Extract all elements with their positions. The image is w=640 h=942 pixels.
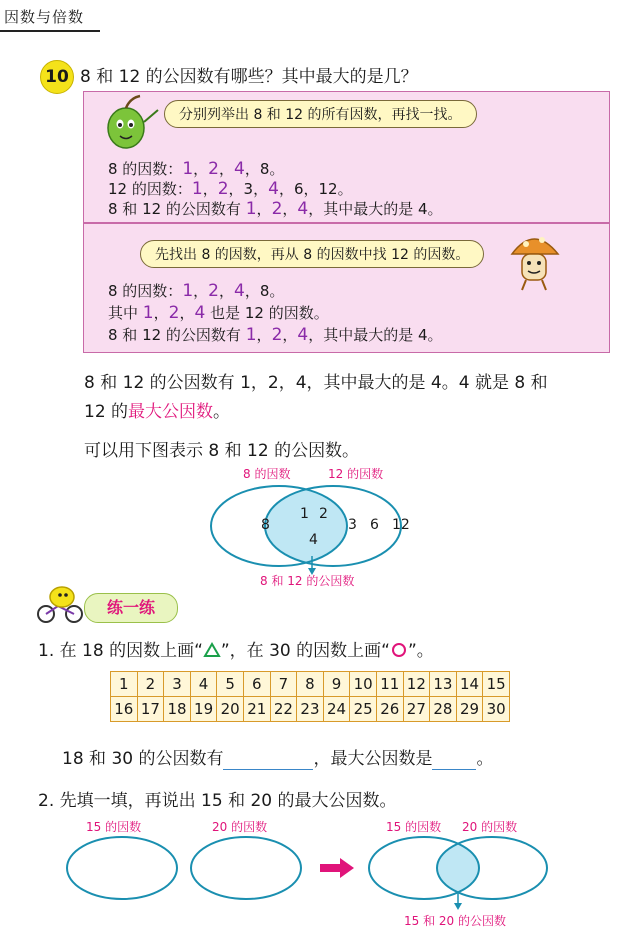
venn2-label-d: 20 的因数: [462, 820, 518, 834]
practice-title: 练一练: [84, 593, 178, 623]
mushroom-character-icon: [508, 228, 560, 292]
grid-cell[interactable]: 25: [350, 697, 377, 722]
grid-cell[interactable]: 24: [323, 697, 350, 722]
number-grid: [110, 671, 510, 722]
grid-cell[interactable]: 12: [403, 672, 430, 697]
grid-cell[interactable]: 17: [137, 697, 164, 722]
circle-icon: [390, 642, 408, 657]
practice-q1-fill: 18 和 30 的公因数有 ，最大公因数是 。: [62, 749, 494, 769]
conclusion-line-2: 12 的最大公因数。: [84, 402, 231, 422]
grid-cell[interactable]: 7: [270, 672, 297, 697]
common-factors-blank[interactable]: [223, 749, 313, 770]
grid-cell[interactable]: 20: [217, 697, 244, 722]
section-header: 因数与倍数: [4, 8, 85, 26]
venn1-common-value: 2: [319, 506, 328, 522]
grid-cell[interactable]: 30: [483, 697, 510, 722]
venn1-label-bottom: 8 和 12 的公因数: [260, 574, 355, 588]
venn2-separate-circles: [60, 832, 310, 904]
grid-cell[interactable]: 2: [137, 672, 164, 697]
venn1-left-value: 8: [261, 517, 270, 533]
conclusion-line-3: 可以用下图表示 8 和 12 的公因数。: [84, 441, 360, 461]
grid-cell[interactable]: 27: [403, 697, 430, 722]
problem-number-badge: 10: [40, 60, 74, 94]
method2-line-1: 8 的因数：1，2，4，8。: [108, 281, 285, 301]
grid-cell[interactable]: 18: [164, 697, 191, 722]
method2-line-3: 8 和 12 的公因数有 1，2，4，其中最大的是 4。: [108, 325, 443, 345]
method1-line-2: 12 的因数：1，2，3，4，6，12。: [108, 179, 353, 199]
practice-q1: 1. 在 18 的因数上画“ ”，在 30 的因数上画“ ”。: [38, 641, 434, 661]
solution-divider: [83, 222, 610, 224]
grid-cell[interactable]: 11: [376, 672, 403, 697]
grid-cell[interactable]: 29: [456, 697, 483, 722]
grid-row: [111, 697, 510, 722]
term-gcf: 最大公因数: [128, 402, 214, 422]
venn1-right-value: 6: [370, 517, 379, 533]
venn2-label-c: 15 的因数: [386, 820, 442, 834]
venn2-label-a: 15 的因数: [86, 820, 142, 834]
venn2-circle-15[interactable]: [67, 837, 177, 899]
venn1-label-right: 12 的因数: [328, 467, 384, 481]
venn1-common-value: 4: [309, 532, 318, 548]
conclusion-line-1: 8 和 12 的公因数有 1，2，4，其中最大的是 4。4 就是 8 和: [84, 373, 548, 393]
grid-cell[interactable]: 15: [483, 672, 510, 697]
grid-cell[interactable]: 3: [164, 672, 191, 697]
grid-cell[interactable]: 26: [376, 697, 403, 722]
grid-cell[interactable]: 10: [350, 672, 377, 697]
header-underline: [0, 30, 100, 32]
problem-question: 8 和 12 的公因数有哪些？其中最大的是几？: [80, 67, 418, 87]
venn1-common-value: 1: [300, 506, 309, 522]
gcf-blank[interactable]: [432, 749, 476, 770]
grid-row: [111, 672, 510, 697]
grid-cell[interactable]: 28: [430, 697, 457, 722]
grid-cell[interactable]: 4: [190, 672, 217, 697]
method1-line-1: 8 的因数：1，2，4，8。: [108, 159, 285, 179]
grid-cell[interactable]: 5: [217, 672, 244, 697]
triangle-icon: [203, 642, 221, 657]
arrow-right-icon: [318, 856, 356, 880]
hint-bubble-2: 先找出 8 的因数，再从 8 的因数中找 12 的因数。: [140, 240, 484, 268]
grid-cell[interactable]: 23: [297, 697, 324, 722]
hint-bubble-1: 分别列举出 8 和 12 的所有因数，再找一找。: [164, 100, 477, 128]
grid-cell[interactable]: 21: [243, 697, 270, 722]
grid-cell[interactable]: 22: [270, 697, 297, 722]
bicycle-character-icon: [36, 584, 86, 624]
venn2-circle-20[interactable]: [191, 837, 301, 899]
venn2-overlap-diagram: [362, 832, 562, 918]
venn2-label-common: 15 和 20 的公因数: [404, 914, 506, 928]
grid-cell[interactable]: 8: [297, 672, 324, 697]
grid-cell[interactable]: 19: [190, 697, 217, 722]
grid-cell[interactable]: 1: [111, 672, 138, 697]
grid-cell[interactable]: 14: [456, 672, 483, 697]
venn1-label-left: 8 的因数: [243, 467, 291, 481]
grid-cell[interactable]: 6: [243, 672, 270, 697]
venn1-right-value: 12: [392, 517, 410, 533]
venn1-right-value: 3: [348, 517, 357, 533]
practice-q2: 2. 先填一填，再说出 15 和 20 的最大公因数。: [38, 791, 397, 811]
grid-cell[interactable]: 9: [323, 672, 350, 697]
grid-cell[interactable]: 16: [111, 697, 138, 722]
grid-cell[interactable]: 13: [430, 672, 457, 697]
method1-line-3: 8 和 12 的公因数有 1，2，4，其中最大的是 4。: [108, 199, 443, 219]
method2-line-2: 其中 1，2，4 也是 12 的因数。: [108, 303, 329, 323]
apple-character-icon: [100, 94, 162, 152]
venn2-label-b: 20 的因数: [212, 820, 268, 834]
